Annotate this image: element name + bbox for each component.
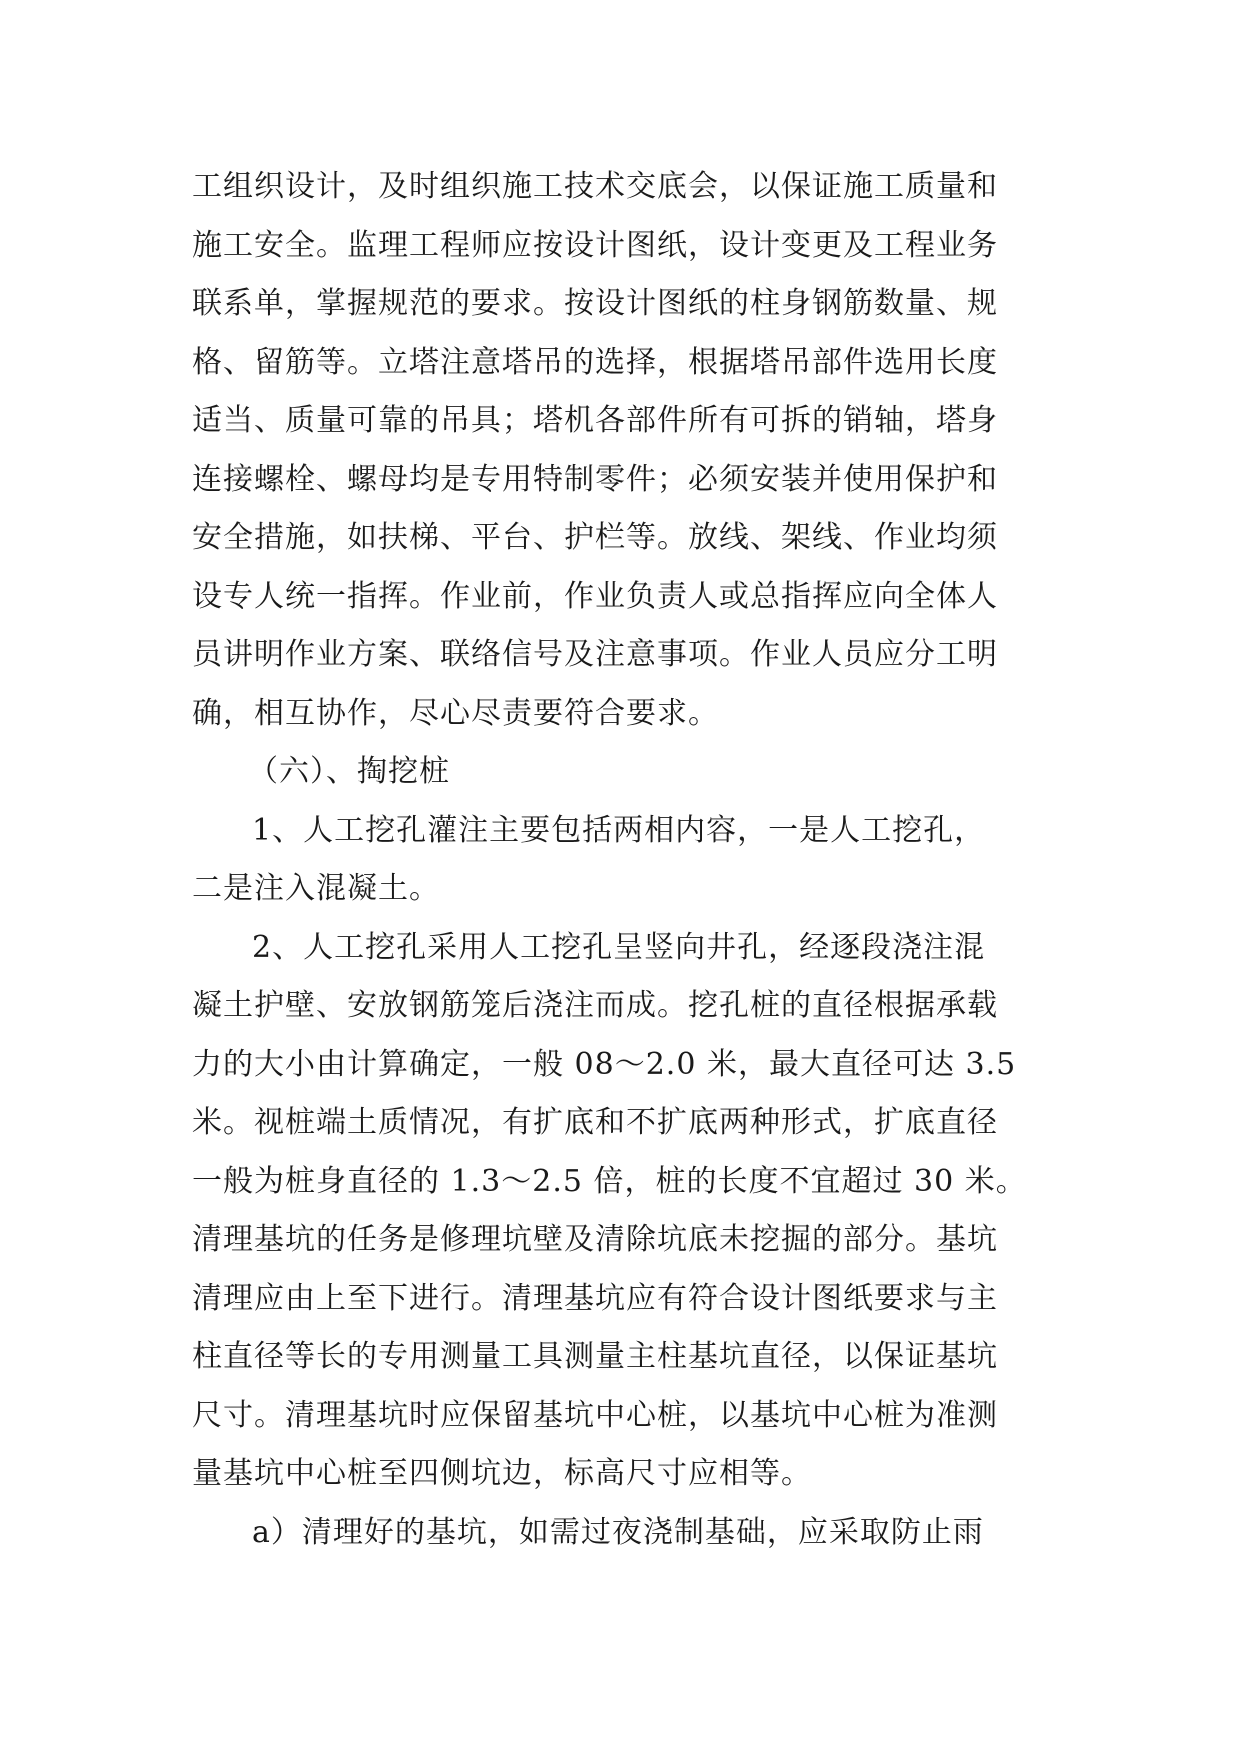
text-line: 1、人工挖孔灌注主要包括两相内容，一是人工挖孔， [252,812,986,848]
section-heading: （六）、掏挖桩 [248,754,450,789]
body-text [192,158,1062,1562]
text-line: a）清理好的基坑，如需过夜浇制基础，应采取防止雨 [252,1514,984,1550]
text-line: 凝土护壁、安放钢筋笼后浇注而成。挖孔桩的直径根据承载 [192,988,998,1023]
text-line: 施工安全。监理工程师应按设计图纸，设计变更及工程业务 [192,227,998,263]
text-line: 清理基坑的任务是修理坑壁及清除坑底未挖掘的部分。基坑 [192,1222,998,1257]
text-line: 柱直径等长的专用测量工具测量主柱基坑直径，以保证基坑 [192,1339,998,1374]
text-line: 力的大小由计算确定，一般 08～2.0 米，最大直径可达 3.5 [192,1046,1017,1082]
text-line: 2、人工挖孔采用人工挖孔呈竖向井孔，经逐段浇注混 [252,929,986,965]
text-line: 适当、质量可靠的吊具；塔机各部件所有可拆的销轴，塔身 [192,403,998,438]
text-line: 确，相互协作，尽心尽责要符合要求。 [192,695,719,731]
text-line: 清理应由上至下进行。清理基坑应有符合设计图纸要求与主 [192,1280,998,1316]
text-line: 工组织设计，及时组织施工技术交底会，以保证施工质量和 [192,169,998,204]
text-line: 连接螺栓、螺母均是专用特制零件；必须安装并使用保护和 [192,461,998,497]
text-line: 联系单，掌握规范的要求。按设计图纸的柱身钢筋数量、规 [192,286,998,321]
text-line: 米。视桩端土质情况，有扩底和不扩底两种形式，扩底直径 [192,1105,998,1140]
text-line: 量基坑中心桩至四侧坑边，标高尺寸应相等。 [192,1456,812,1491]
text-line: 尺寸。清理基坑时应保留基坑中心桩，以基坑中心桩为准测 [192,1397,998,1433]
text-line: 二是注入混凝土。 [192,871,440,906]
text-line: 安全措施，如扶梯、平台、护栏等。放线、架线、作业均须 [192,520,998,555]
text-line: 一般为桩身直径的 1.3～2.5 倍，桩的长度不宜超过 30 米。 [192,1163,1027,1199]
text-line: 设专人统一指挥。作业前，作业负责人或总指挥应向全体人 [192,578,998,614]
text-line: 员讲明作业方案、联络信号及注意事项。作业人员应分工明 [192,637,998,672]
text-line: 格、留筋等。立塔注意塔吊的选择，根据塔吊部件选用长度 [192,344,998,380]
